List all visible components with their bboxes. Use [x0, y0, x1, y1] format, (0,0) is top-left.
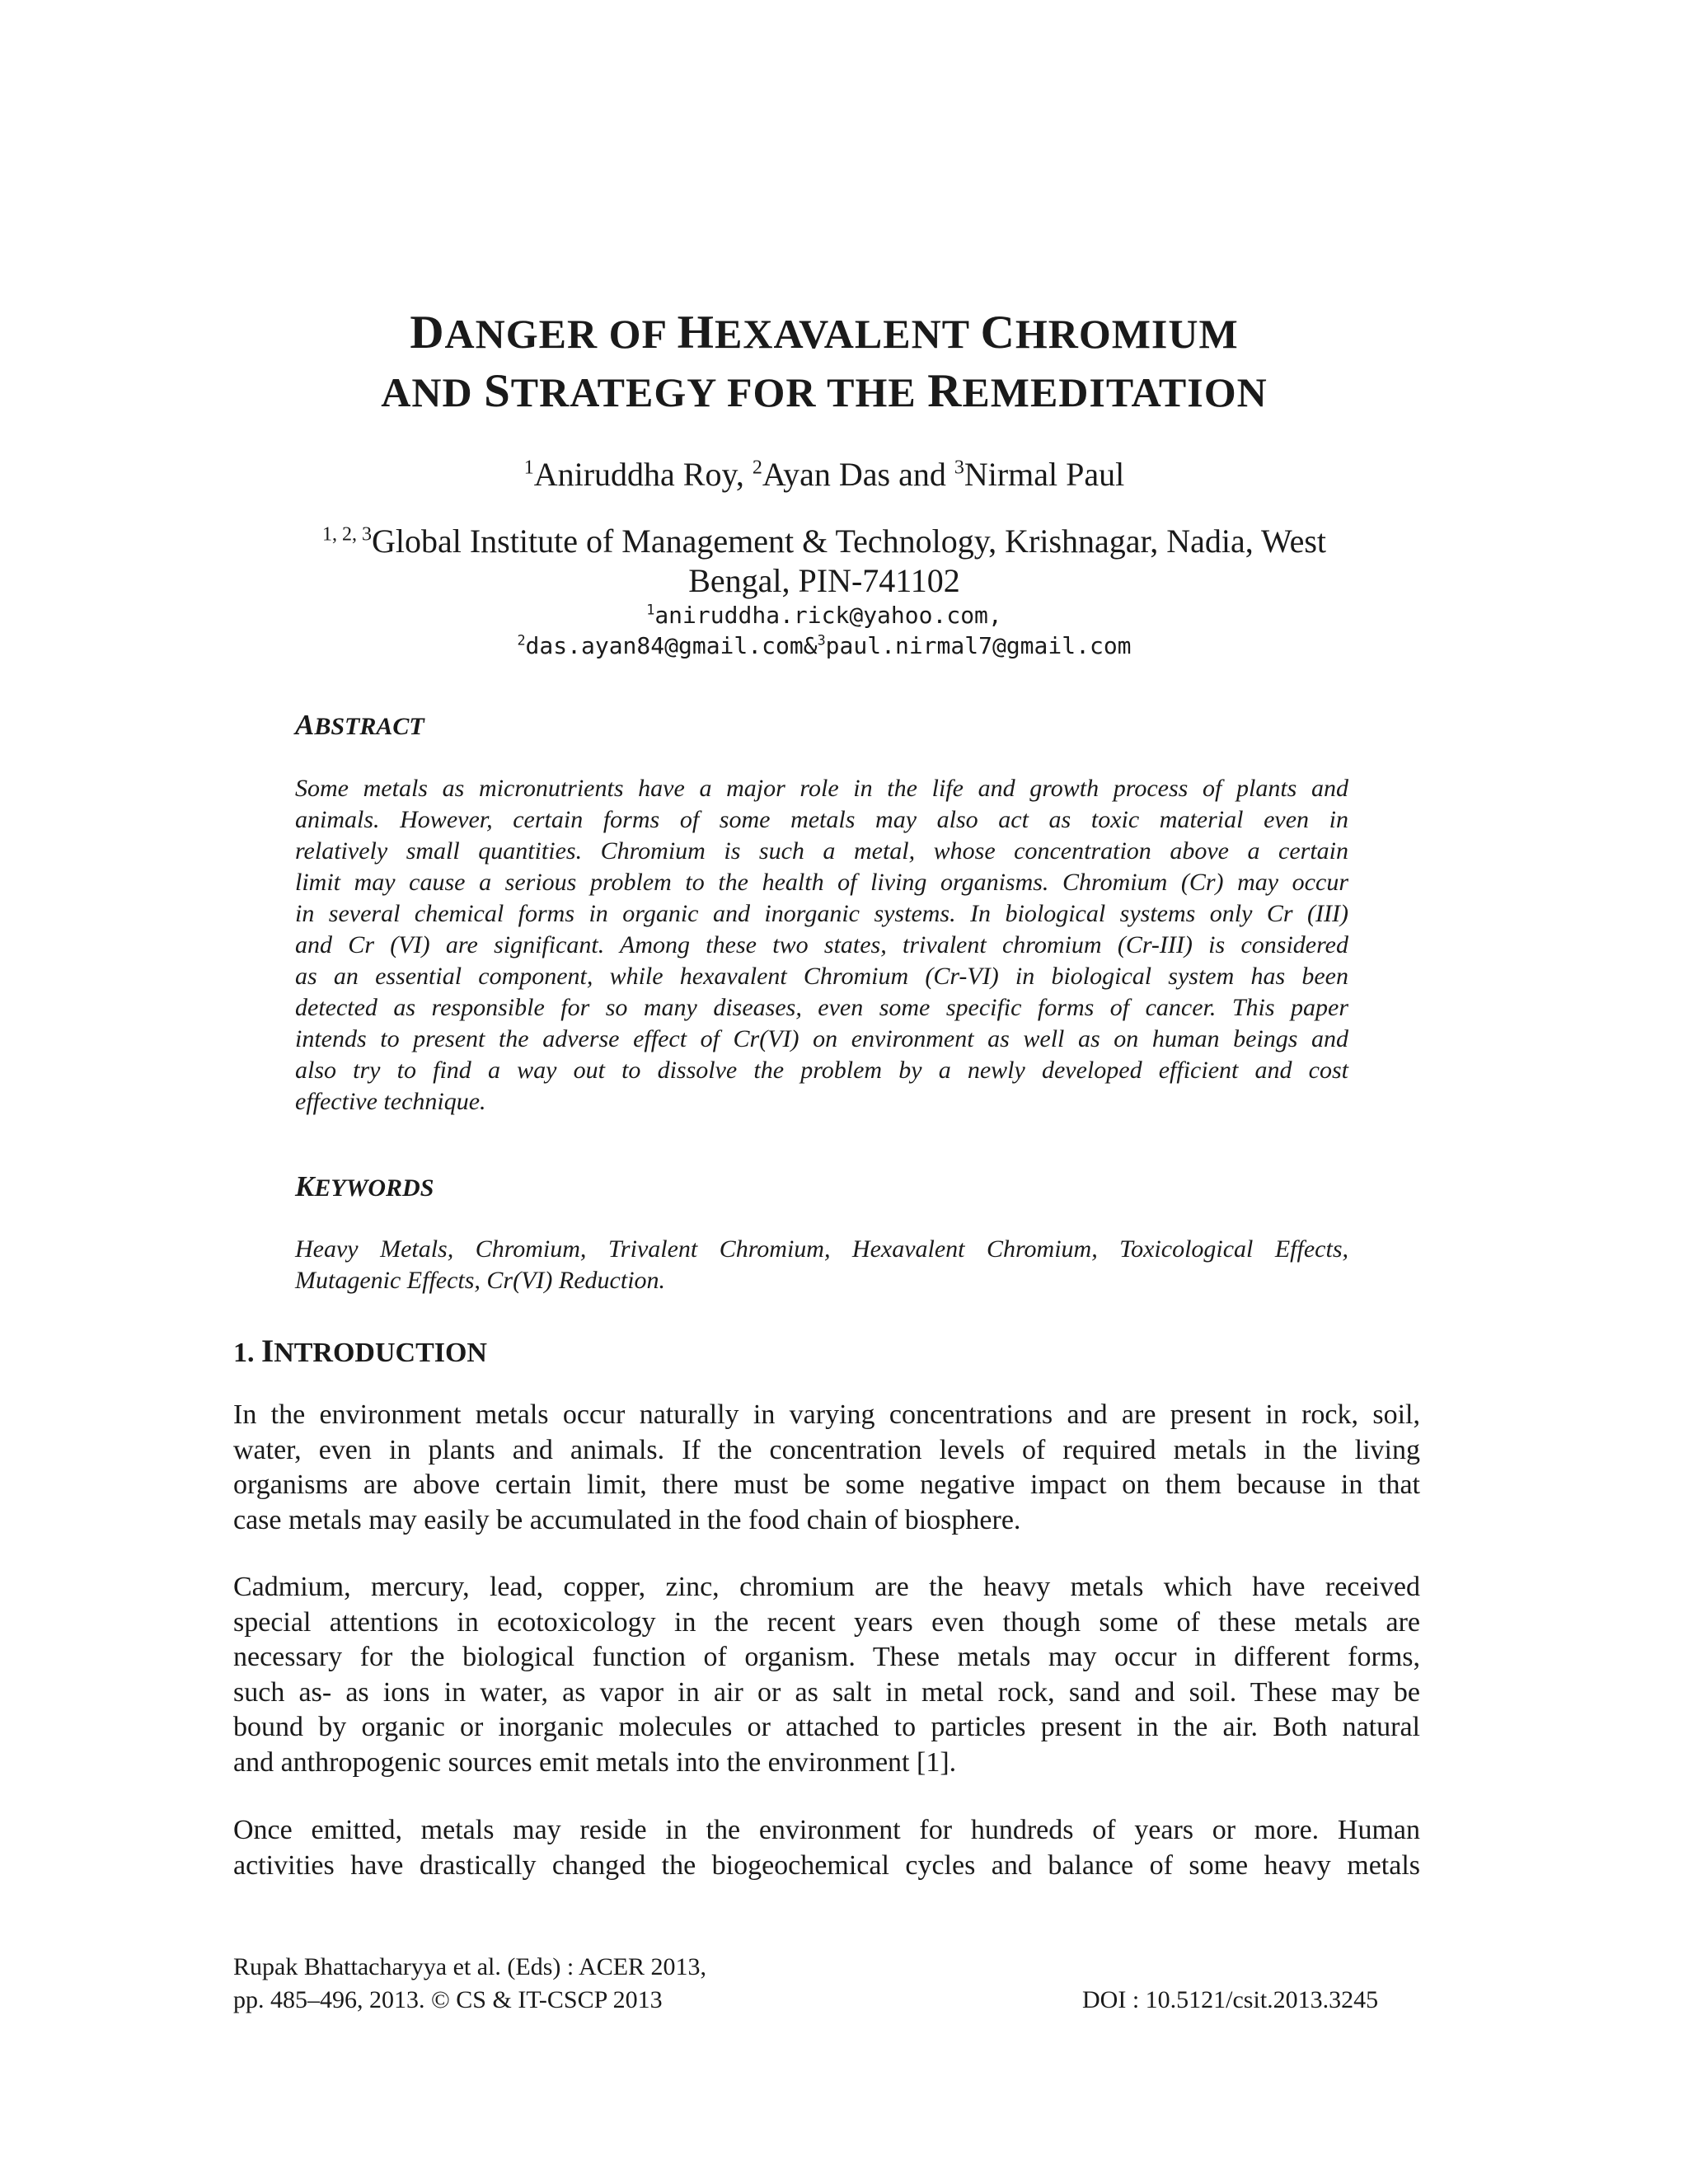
paper-title-line-2	[0, 365, 1648, 417]
paragraph-line: necessary for the biological function of organism. These metals may occur in different forms,	[233, 1642, 1420, 1672]
author-name: Ayan Das and	[762, 456, 946, 493]
affiliation-text: Global Institute of Management & Technology, Krishnagar, Nadia, West	[371, 523, 1327, 560]
author-marker: 3	[954, 457, 964, 479]
title-word: ANGER OF	[444, 311, 678, 357]
paragraph-line: bound by organic or inorganic molecules or attached to particles present in the air. Both natural	[233, 1712, 1420, 1742]
footer-citation	[233, 1951, 706, 2017]
abstract-line: effective technique.	[295, 1088, 486, 1115]
email-marker: 2	[517, 631, 526, 649]
author-name: Nirmal Paul	[964, 456, 1125, 493]
email-text: paul.nirmal7@gmail.com	[825, 632, 1132, 659]
keywords-heading	[295, 1172, 434, 1201]
paragraph-line: case metals may easily be accumulated in the food chain of biosphere.	[233, 1504, 1021, 1535]
affiliation-line-2: Bengal, PIN-741102	[688, 562, 960, 599]
title-initial: D	[410, 307, 445, 359]
abstract-line: in several chemical forms in organic and inorganic systems. In biological systems only Cr (III)	[295, 900, 1348, 927]
abstract-line: limit may cause a serious problem to the health of living organisms. Chromium (Cr) may occur	[295, 869, 1348, 896]
title-word: AND	[381, 369, 485, 415]
email-marker: 1	[646, 601, 655, 618]
keywords-line: Mutagenic Effects, Cr(VI) Reduction.	[295, 1267, 666, 1294]
heading-text: NTRODUCTION	[274, 1338, 487, 1368]
paragraph-line: special attentions in ecotoxicology in the recent years even though some of these metals are	[233, 1606, 1420, 1638]
abstract-line: Some metals as micronutrients have a major role in the life and growth process of plants and	[295, 775, 1348, 802]
title-word: HROMIUM	[1015, 311, 1239, 357]
abstract-body	[295, 773, 1348, 1118]
abstract-heading	[295, 710, 424, 739]
paragraph-line: such as- as ions in water, as vapor in air or as salt in metal rock, sand and soil. These may be	[233, 1676, 1420, 1708]
email-line-1	[0, 600, 1648, 630]
abstract-line: and Cr (VI) are significant. Among these two states, trivalent chromium (Cr-III) is considered	[295, 931, 1348, 958]
affiliation	[0, 522, 1648, 601]
author-marker: 1	[523, 457, 534, 479]
title-word: EMEDITATION	[962, 369, 1268, 415]
intro-paragraph-1	[233, 1398, 1420, 1538]
title-initial: S	[484, 365, 511, 417]
title-initial: C	[980, 307, 1015, 359]
title-word: EXAVALENT	[715, 311, 981, 357]
footer-doi	[1082, 1984, 1378, 2017]
abstract-line: intends to present the adverse effect of Cr(VI) on environment as well as on human beings and	[295, 1025, 1348, 1052]
abstract-line: relatively small quantities. Chromium is such a metal, whose concentration above a certain	[295, 837, 1348, 865]
abstract-line: animals. However, certain forms of some metals may also act as toxic material even in	[295, 806, 1348, 833]
email-line-2	[0, 630, 1648, 661]
title-word: TRATEGY FOR THE	[510, 369, 928, 415]
paper-title-line-1	[0, 307, 1648, 359]
keywords-line: Heavy Metals, Chromium, Trivalent Chromium, Hexavalent Chromium, Toxicological Effects,	[295, 1235, 1348, 1263]
heading-number: 1.	[233, 1338, 261, 1368]
paragraph-line: In the environment metals occur naturally in varying concentrations and are present in rock, soil,	[233, 1399, 1420, 1430]
intro-paragraph-2	[233, 1570, 1420, 1780]
author-list	[0, 458, 1648, 491]
heading-initial: I	[261, 1333, 274, 1369]
paragraph-line: Once emitted, metals may reside in the environment for hundreds of years or more. Human	[233, 1815, 1420, 1845]
footer-editors: Rupak Bhattacharyya et al. (Eds) : ACER 2013,	[233, 1953, 707, 1980]
author-name: Aniruddha Roy,	[533, 456, 744, 493]
introduction-heading	[233, 1335, 487, 1367]
affiliation-line-1	[0, 522, 1648, 561]
intro-paragraph-3	[233, 1813, 1420, 1883]
title-initial: R	[927, 365, 963, 417]
footer-pages: pp. 485–496, 2013. © CS & IT-CSCP 2013	[233, 1986, 663, 2013]
doi-text: DOI : 10.5121/csit.2013.3245	[1082, 1986, 1379, 2013]
title-initial: H	[677, 307, 715, 359]
email-text: das.ayan84@gmail.com&	[525, 632, 818, 659]
abstract-line: also try to find a way out to dissolve the problem by a newly developed efficient and cost	[295, 1057, 1348, 1084]
paragraph-line: Cadmium, mercury, lead, copper, zinc, chromium are the heavy metals which have received	[233, 1572, 1420, 1602]
heading-initial: K	[295, 1170, 315, 1202]
affiliation-marker: 1, 2, 3	[321, 523, 372, 546]
email-marker: 3	[817, 631, 826, 649]
abstract-line: detected as responsible for so many diseases, even some specific forms of cancer. This paper	[295, 994, 1348, 1021]
paragraph-line: and anthropogenic sources emit metals into the environment [1].	[233, 1746, 957, 1778]
heading-text: BSTRACT	[314, 713, 424, 740]
author-emails	[0, 600, 1648, 661]
heading-text: EYWORDS	[314, 1174, 434, 1202]
abstract-line: as an essential component, while hexavalent Chromium (Cr-VI) in biological system has been	[295, 963, 1348, 990]
paragraph-line: activities have drastically changed the biogeochemical cycles and balance of some heavy metals	[233, 1849, 1420, 1881]
email-text: aniruddha.rick@yahoo.com,	[654, 602, 1002, 629]
keywords-body	[295, 1234, 1348, 1296]
author-marker: 2	[752, 457, 762, 479]
paragraph-line: water, even in plants and animals. If the concentration levels of required metals in the living	[233, 1434, 1420, 1465]
paragraph-line: organisms are above certain limit, there must be some negative impact on them because in that	[233, 1469, 1420, 1500]
heading-initial: A	[295, 709, 315, 741]
